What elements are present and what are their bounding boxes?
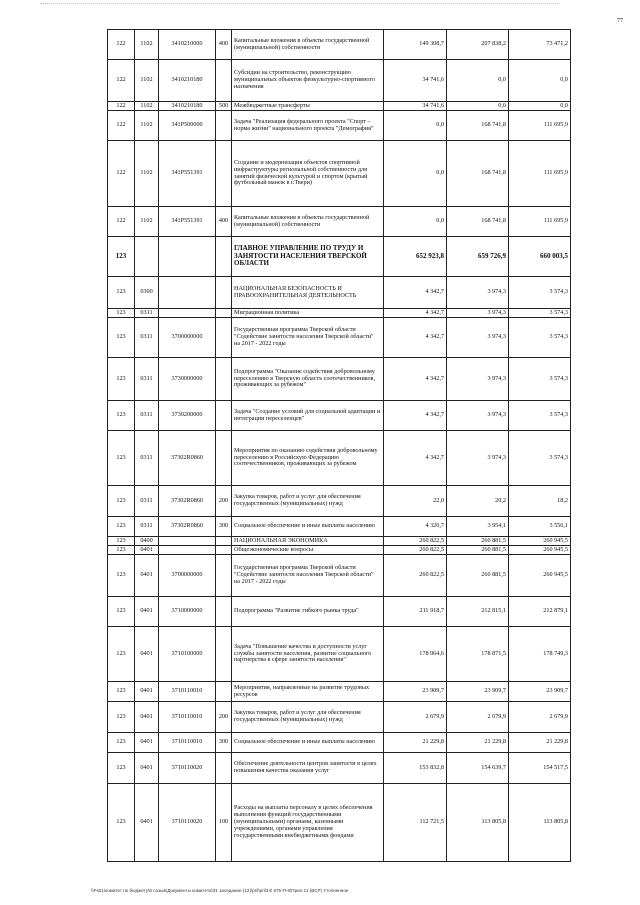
target-article-cell: 3710110010: [159, 682, 216, 702]
item-name-cell: Расходы на выплаты персоналу в целях обеспечения выполнения функций государственными (муниципальными) органами, казенными учреждениями, органами управления государственными внебюджетными фондами: [232, 784, 384, 862]
target-article-cell: 3410210000: [159, 30, 216, 60]
table-row: [108, 60, 571, 102]
amount-2022-cell: 111 695,9: [509, 141, 571, 207]
target-article-cell: [159, 546, 216, 555]
amount-2020-cell: 4 342,7: [384, 277, 447, 309]
amount-2020-cell: 4 342,7: [384, 431, 447, 486]
expense-type-cell: [216, 309, 232, 318]
section-code-cell: 0401: [135, 784, 159, 862]
item-name-cell: ГЛАВНОЕ УПРАВЛЕНИЕ ПО ТРУДУ И ЗАНЯТОСТИ НАСЕЛЕНИЯ ТВЕРСКОЙ ОБЛАСТИ: [232, 237, 384, 277]
table-row: [108, 784, 571, 862]
ministry-code-cell: 123: [108, 702, 135, 733]
amount-2021-cell: 178 871,5: [447, 627, 509, 682]
ministry-code-cell: 122: [108, 111, 135, 141]
expense-type-cell: [216, 431, 232, 486]
amount-2021-cell: 207 838,2: [447, 30, 509, 60]
ministry-code-cell: 123: [108, 277, 135, 309]
amount-2020-cell: 0,0: [384, 141, 447, 207]
table-row: [108, 102, 571, 111]
section-code-cell: 0311: [135, 517, 159, 537]
target-article-cell: [159, 277, 216, 309]
expense-type-cell: [216, 597, 232, 627]
amount-2020-cell: 260 822,5: [384, 546, 447, 555]
section-code-cell: 0311: [135, 486, 159, 517]
target-article-cell: 3710110010: [159, 702, 216, 733]
section-code-cell: 0311: [135, 318, 159, 358]
target-article-cell: 3700000000: [159, 318, 216, 358]
amount-2022-cell: 3 574,3: [509, 277, 571, 309]
budget-table: [107, 29, 571, 862]
section-code-cell: 0401: [135, 733, 159, 753]
amount-2022-cell: 111 695,9: [509, 111, 571, 141]
amount-2022-cell: 154 517,5: [509, 753, 571, 784]
section-code-cell: 0401: [135, 555, 159, 597]
expense-type-cell: 500: [216, 102, 232, 111]
expense-type-cell: 400: [216, 207, 232, 237]
amount-2020-cell: 178 064,6: [384, 627, 447, 682]
item-name-cell: Капитальные вложения в объекты государственной (муниципальной) собственности: [232, 30, 384, 60]
amount-2020-cell: 260 822,5: [384, 555, 447, 597]
target-article-cell: [159, 237, 216, 277]
item-name-cell: Подпрограмма "Развитие гибкого рынка труда": [232, 597, 384, 627]
amount-2020-cell: 21 229,8: [384, 733, 447, 753]
amount-2021-cell: 3 974,3: [447, 401, 509, 431]
section-code-cell: 0400: [135, 537, 159, 546]
target-article-cell: 3710110020: [159, 753, 216, 784]
amount-2022-cell: 3 574,3: [509, 401, 571, 431]
table-row: [108, 555, 571, 597]
target-article-cell: 37302R0860: [159, 517, 216, 537]
section-code-cell: 0300: [135, 277, 159, 309]
amount-2020-cell: 112 721,5: [384, 784, 447, 862]
target-article-cell: 3730200000: [159, 401, 216, 431]
expense-type-cell: 300: [216, 517, 232, 537]
section-code-cell: 0401: [135, 597, 159, 627]
target-article-cell: 341P551391: [159, 141, 216, 207]
item-name-cell: Обеспечение деятельности центров занятости в целях повышения качества оказания услуг: [232, 753, 384, 784]
amount-2022-cell: 660 003,5: [509, 237, 571, 277]
amount-2020-cell: 4 342,7: [384, 358, 447, 401]
table-row: [108, 30, 571, 60]
table-row: [108, 597, 571, 627]
amount-2021-cell: 21 229,8: [447, 733, 509, 753]
amount-2021-cell: 23 909,7: [447, 682, 509, 702]
target-article-cell: 3700000000: [159, 555, 216, 597]
section-code-cell: 0311: [135, 401, 159, 431]
table-row: [108, 627, 571, 682]
amount-2021-cell: 168 741,8: [447, 207, 509, 237]
expense-type-cell: 200: [216, 702, 232, 733]
amount-2021-cell: 154 639,7: [447, 753, 509, 784]
target-article-cell: 341P551391: [159, 207, 216, 237]
scan-artifact: [40, 3, 560, 6]
ministry-code-cell: 123: [108, 517, 135, 537]
section-code-cell: 0401: [135, 627, 159, 682]
amount-2022-cell: 0,0: [509, 60, 571, 102]
table-row: [108, 486, 571, 517]
expense-type-cell: [216, 318, 232, 358]
amount-2022-cell: 3 556,1: [509, 517, 571, 537]
item-name-cell: Закупка товаров, работ и услуг для обеспечения государственных (муниципальных) нужд: [232, 486, 384, 517]
amount-2021-cell: 3 974,3: [447, 277, 509, 309]
amount-2022-cell: 23 909,7: [509, 682, 571, 702]
amount-2022-cell: 3 574,3: [509, 431, 571, 486]
amount-2021-cell: 20,2: [447, 486, 509, 517]
amount-2021-cell: 0,0: [447, 60, 509, 102]
amount-2022-cell: 260 945,5: [509, 537, 571, 546]
ministry-code-cell: 123: [108, 733, 135, 753]
expense-type-cell: [216, 60, 232, 102]
item-name-cell: Задача "Повышение качества и доступности услуг службы занятости населения, развитие социального партнерства в сфере занятости населения": [232, 627, 384, 682]
expense-type-cell: 300: [216, 733, 232, 753]
target-article-cell: 341P500000: [159, 111, 216, 141]
expense-type-cell: [216, 237, 232, 277]
item-name-cell: Социальное обеспечение и иные выплаты населению: [232, 733, 384, 753]
table-row: [108, 682, 571, 702]
expense-type-cell: [216, 111, 232, 141]
section-code-cell: 1102: [135, 102, 159, 111]
expense-type-cell: [216, 682, 232, 702]
ministry-code-cell: 123: [108, 309, 135, 318]
ministry-code-cell: 123: [108, 401, 135, 431]
amount-2020-cell: 0,0: [384, 111, 447, 141]
amount-2022-cell: 111 695,9: [509, 207, 571, 237]
amount-2020-cell: 2 679,9: [384, 702, 447, 733]
item-name-cell: Межбюджетные трансферты: [232, 102, 384, 111]
amount-2020-cell: 211 918,7: [384, 597, 447, 627]
amount-2021-cell: 113 805,8: [447, 784, 509, 862]
item-name-cell: Задача "Создание условий для социальной адаптации и интеграции переселенцев": [232, 401, 384, 431]
item-name-cell: Создание и модернизация объектов спортивной инфраструктуры региональной собственности для занятий физической культурой и спортом (крытый футбольный манеж в г.Твери): [232, 141, 384, 207]
item-name-cell: Капитальные вложения в объекты государственной (муниципальной) собственности: [232, 207, 384, 237]
amount-2021-cell: 2 679,9: [447, 702, 509, 733]
section-code-cell: 0401: [135, 753, 159, 784]
table-row: [108, 537, 571, 546]
ministry-code-cell: 122: [108, 30, 135, 60]
amount-2022-cell: 73 471,2: [509, 30, 571, 60]
amount-2022-cell: 212 879,1: [509, 597, 571, 627]
item-name-cell: Социальное обеспечение и иные выплаты населению: [232, 517, 384, 537]
target-article-cell: 3730000000: [159, 358, 216, 401]
amount-2021-cell: 168 741,8: [447, 111, 509, 141]
section-code-cell: 0401: [135, 702, 159, 733]
section-code-cell: 1102: [135, 207, 159, 237]
ministry-code-cell: 123: [108, 237, 135, 277]
ministry-code-cell: 123: [108, 537, 135, 546]
amount-2020-cell: 4 320,7: [384, 517, 447, 537]
section-code-cell: 0311: [135, 358, 159, 401]
item-name-cell: Государственная программа Тверской области "Содействие занятости населения Тверской области" на 2017 - 2022 годы: [232, 555, 384, 597]
amount-2020-cell: 4 342,7: [384, 318, 447, 358]
amount-2022-cell: 178 749,3: [509, 627, 571, 682]
item-name-cell: Мероприятия, направленные на развитие трудовых ресурсов: [232, 682, 384, 702]
amount-2020-cell: 34 741,6: [384, 102, 447, 111]
table-row: [108, 546, 571, 555]
table-row: [108, 702, 571, 733]
section-code-cell: 0401: [135, 682, 159, 702]
expense-type-cell: 200: [216, 486, 232, 517]
item-name-cell: Субсидии на строительство, реконструкцию муниципальных объектов физкультурно-спортивного назначения: [232, 60, 384, 102]
amount-2021-cell: 3 954,1: [447, 517, 509, 537]
amount-2022-cell: 3 574,3: [509, 358, 571, 401]
amount-2021-cell: 168 741,8: [447, 141, 509, 207]
amount-2022-cell: 0,0: [509, 102, 571, 111]
table-row: [108, 358, 571, 401]
section-code-cell: 1102: [135, 30, 159, 60]
ministry-code-cell: 123: [108, 318, 135, 358]
item-name-cell: Государственная программа Тверской области "Содействие занятости населения Тверской области" на 2017 - 2022 годы: [232, 318, 384, 358]
table-row: [108, 141, 571, 207]
ministry-code-cell: 123: [108, 431, 135, 486]
target-article-cell: [159, 309, 216, 318]
expense-type-cell: [216, 537, 232, 546]
section-code-cell: 1102: [135, 60, 159, 102]
amount-2021-cell: 3 974,3: [447, 309, 509, 318]
amount-2021-cell: 0,0: [447, 102, 509, 111]
item-name-cell: Задача "Реализация федерального проекта "Спорт – норма жизни" национального проекта "Демография": [232, 111, 384, 141]
ministry-code-cell: 123: [108, 627, 135, 682]
page-number: 77: [617, 18, 623, 24]
amount-2020-cell: 153 832,8: [384, 753, 447, 784]
amount-2020-cell: 260 822,5: [384, 537, 447, 546]
table-row: [108, 309, 571, 318]
amount-2020-cell: 4 342,7: [384, 401, 447, 431]
target-article-cell: 3710000000: [159, 597, 216, 627]
amount-2022-cell: 260 945,5: [509, 555, 571, 597]
section-code-cell: 0311: [135, 309, 159, 318]
ministry-code-cell: 122: [108, 102, 135, 111]
ministry-code-cell: 123: [108, 358, 135, 401]
expense-type-cell: 400: [216, 30, 232, 60]
ministry-code-cell: 123: [108, 597, 135, 627]
amount-2022-cell: 113 805,8: [509, 784, 571, 862]
amount-2021-cell: 3 974,3: [447, 431, 509, 486]
table-row: [108, 733, 571, 753]
table-row: [108, 753, 571, 784]
amount-2020-cell: 22,0: [384, 486, 447, 517]
target-article-cell: 3710110010: [159, 733, 216, 753]
ministry-code-cell: 122: [108, 207, 135, 237]
ministry-code-cell: 123: [108, 486, 135, 517]
amount-2020-cell: 4 342,7: [384, 309, 447, 318]
section-code-cell: [135, 237, 159, 277]
amount-2022-cell: 18,2: [509, 486, 571, 517]
amount-2022-cell: 2 679,9: [509, 702, 571, 733]
ministry-code-cell: 122: [108, 60, 135, 102]
item-name-cell: НАЦИОНАЛЬНАЯ ЭКОНОМИКА: [232, 537, 384, 546]
item-name-cell: Мероприятия по оказанию содействия добровольному переселению в Российскую Федерацию соотечественников, проживающих за рубежом: [232, 431, 384, 486]
table-row: [108, 517, 571, 537]
amount-2020-cell: 652 923,8: [384, 237, 447, 277]
table-row: [108, 237, 571, 277]
table-row: [108, 111, 571, 141]
amount-2021-cell: 260 881,5: [447, 546, 509, 555]
expense-type-cell: [216, 358, 232, 401]
ministry-code-cell: 123: [108, 546, 135, 555]
amount-2022-cell: 260 945,5: [509, 546, 571, 555]
target-article-cell: 3410210180: [159, 102, 216, 111]
expense-type-cell: [216, 555, 232, 597]
section-code-cell: 0401: [135, 546, 159, 555]
section-code-cell: 0311: [135, 431, 159, 486]
amount-2021-cell: 659 726,9: [447, 237, 509, 277]
expense-type-cell: [216, 627, 232, 682]
expense-type-cell: [216, 753, 232, 784]
amount-2021-cell: 260 881,5: [447, 555, 509, 597]
amount-2021-cell: 3 974,3: [447, 318, 509, 358]
expense-type-cell: [216, 401, 232, 431]
section-code-cell: 1102: [135, 111, 159, 141]
amount-2020-cell: 0,0: [384, 207, 447, 237]
target-article-cell: 37302R0860: [159, 486, 216, 517]
amount-2021-cell: 3 974,3: [447, 358, 509, 401]
table-row: [108, 277, 571, 309]
target-article-cell: 37302R0860: [159, 431, 216, 486]
expense-type-cell: [216, 141, 232, 207]
table-row: [108, 318, 571, 358]
item-name-cell: НАЦИОНАЛЬНАЯ БЕЗОПАСНОСТЬ И ПРАВООХРАНИТЕЛЬНАЯ ДЕЯТЕЛЬНОСТЬ: [232, 277, 384, 309]
item-name-cell: Подпрограмма "Оказание содействия добровольному переселению в Тверскую область соотечественников, проживающих за рубежом": [232, 358, 384, 401]
file-path-footer: \\Fs01\комитет по бюджету\6 созыв\Документы комитета\31 заседание (12)\pril\pril34\ 675-П-6\Прил.11 (ВСР) Уточненное: [91, 888, 349, 893]
expense-type-cell: 100: [216, 784, 232, 862]
ministry-code-cell: 123: [108, 682, 135, 702]
expense-type-cell: [216, 277, 232, 309]
amount-2020-cell: 23 909,7: [384, 682, 447, 702]
item-name-cell: Закупка товаров, работ и услуг для обеспечения государственных (муниципальных) нужд: [232, 702, 384, 733]
target-article-cell: [159, 537, 216, 546]
amount-2022-cell: 21 229,8: [509, 733, 571, 753]
item-name-cell: Миграционная политика: [232, 309, 384, 318]
ministry-code-cell: 123: [108, 784, 135, 862]
table-row: [108, 431, 571, 486]
amount-2022-cell: 3 574,3: [509, 318, 571, 358]
target-article-cell: 3410210180: [159, 60, 216, 102]
section-code-cell: 1102: [135, 141, 159, 207]
target-article-cell: 3710110020: [159, 784, 216, 862]
amount-2021-cell: 260 881,5: [447, 537, 509, 546]
amount-2021-cell: 212 815,1: [447, 597, 509, 627]
amount-2022-cell: 3 574,3: [509, 309, 571, 318]
ministry-code-cell: 123: [108, 753, 135, 784]
table-row: [108, 207, 571, 237]
expense-type-cell: [216, 546, 232, 555]
ministry-code-cell: 122: [108, 141, 135, 207]
table-row: [108, 401, 571, 431]
target-article-cell: 3710100000: [159, 627, 216, 682]
amount-2020-cell: 149 308,7: [384, 30, 447, 60]
ministry-code-cell: 123: [108, 555, 135, 597]
amount-2020-cell: 34 741,6: [384, 60, 447, 102]
item-name-cell: Общеэкономические вопросы: [232, 546, 384, 555]
